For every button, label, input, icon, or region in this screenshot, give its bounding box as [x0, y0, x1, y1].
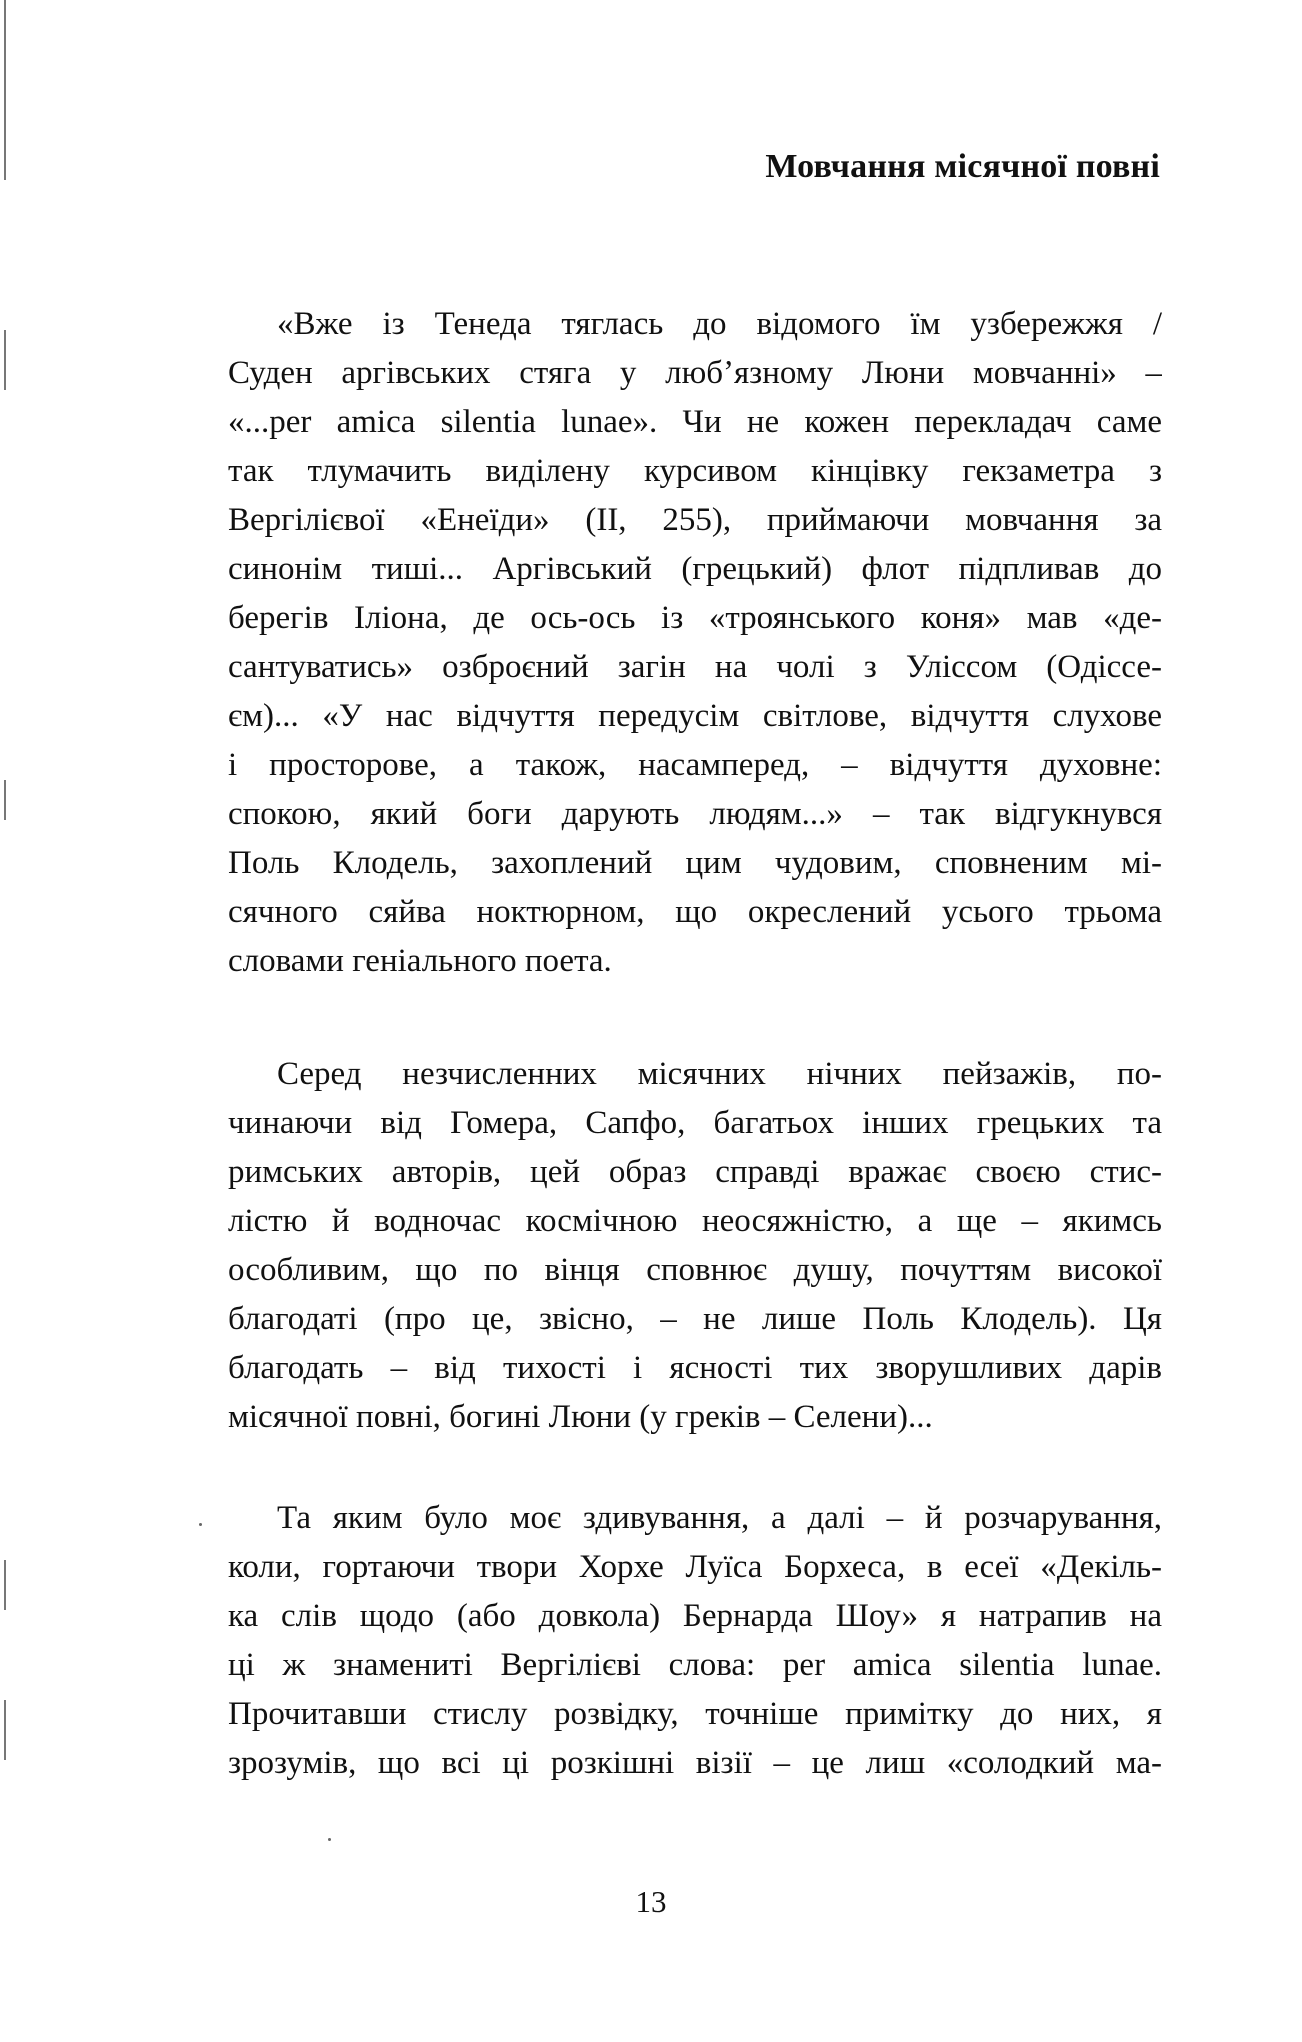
- text-line: Та яким було моє здивування, а далі – й розчарування,: [277, 1500, 1162, 1536]
- text-line: Вергілієвої «Енеїди» (ІІ, 255), приймаючи мовчання за: [228, 502, 1162, 538]
- scan-edge-mark: [4, 1700, 6, 1760]
- text-line: так тлумачить виділену курсивом кінцівку гекзаметра з: [228, 453, 1162, 489]
- text-line: Серед незчисленних місячних нічних пейзажів, по-: [277, 1056, 1162, 1092]
- text-line: лістю й водночас космічною неосяжністю, а ще – якимсь: [228, 1203, 1162, 1239]
- text-line: «...per amica silentia lunae». Чи не кожен перекладач саме: [228, 404, 1162, 440]
- scan-edge-mark: [4, 330, 6, 390]
- text-line: «Вже із Тенеда тяглась до відомого їм узбережжя /: [277, 306, 1162, 342]
- text-line: єм)... «У нас відчуття передусім світлове, відчуття слухове: [228, 698, 1162, 734]
- paragraph-3: [228, 1494, 1162, 1788]
- paragraph-2: [228, 1050, 1162, 1442]
- text-line: благодаті (про це, звісно, – не лише Поль Клодель). Ця: [228, 1301, 1162, 1337]
- scan-edge-mark: [4, 780, 6, 820]
- text-line: ка слів щодо (або довкола) Бернарда Шоу» я натрапив на: [228, 1598, 1162, 1634]
- scan-speck: [328, 1838, 331, 1841]
- text-line: і просторове, а також, насамперед, – відчуття духовне:: [228, 747, 1162, 783]
- scan-edge-mark: [4, 1560, 6, 1610]
- text-line: синонім тиші... Аргівський (грецький) флот підпливав до: [228, 551, 1162, 587]
- text-line: особливим, що по вінця сповнює душу, почуттям високої: [228, 1252, 1162, 1288]
- text-line: спокою, який боги дарують людям...» – так відгукнувся: [228, 796, 1162, 832]
- text-line: Прочитавши стислу розвідку, точніше примітку до них, я: [228, 1696, 1162, 1732]
- text-line: словами геніального поета.: [228, 943, 612, 979]
- text-line: Суден аргівських стяга у любʼязному Люни мовчанні» –: [228, 355, 1162, 391]
- running-head: Мовчання місячної повні: [765, 148, 1160, 185]
- text-line: берегів Іліона, де ось-ось із «троянського коня» мав «де-: [228, 600, 1162, 636]
- text-line: місячної повні, богині Люни (у греків – Селени)...: [228, 1399, 933, 1435]
- text-line: сантуватись» озброєний загін на чолі з Уліссом (Одіссе-: [228, 649, 1162, 685]
- scan-edge-mark: [4, 0, 6, 180]
- paragraph-1: [228, 300, 1162, 986]
- scan-speck: [199, 1523, 202, 1526]
- page-number: 13: [635, 1884, 667, 1919]
- text-line: коли, гортаючи твори Хорхе Луїса Борхеса, в есеї «Декіль-: [228, 1549, 1162, 1585]
- text-line: ці ж знамениті Вергілієві слова: per amica silentia lunae.: [228, 1647, 1162, 1683]
- text-line: благодать – від тихості і ясності тих зворушливих дарів: [228, 1350, 1162, 1386]
- text-line: Поль Клодель, захоплений цим чудовим, сповненим мі-: [228, 845, 1162, 881]
- text-line: зрозумів, що всі ці розкішні візії – це лиш «солодкий ма-: [228, 1745, 1162, 1781]
- text-line: римських авторів, цей образ справді вражає своєю стис-: [228, 1154, 1162, 1190]
- text-line: сячного сяйва ноктюрном, що окреслений усього трьома: [228, 894, 1162, 930]
- text-line: чинаючи від Гомера, Сапфо, багатьох інших грецьких та: [228, 1105, 1162, 1141]
